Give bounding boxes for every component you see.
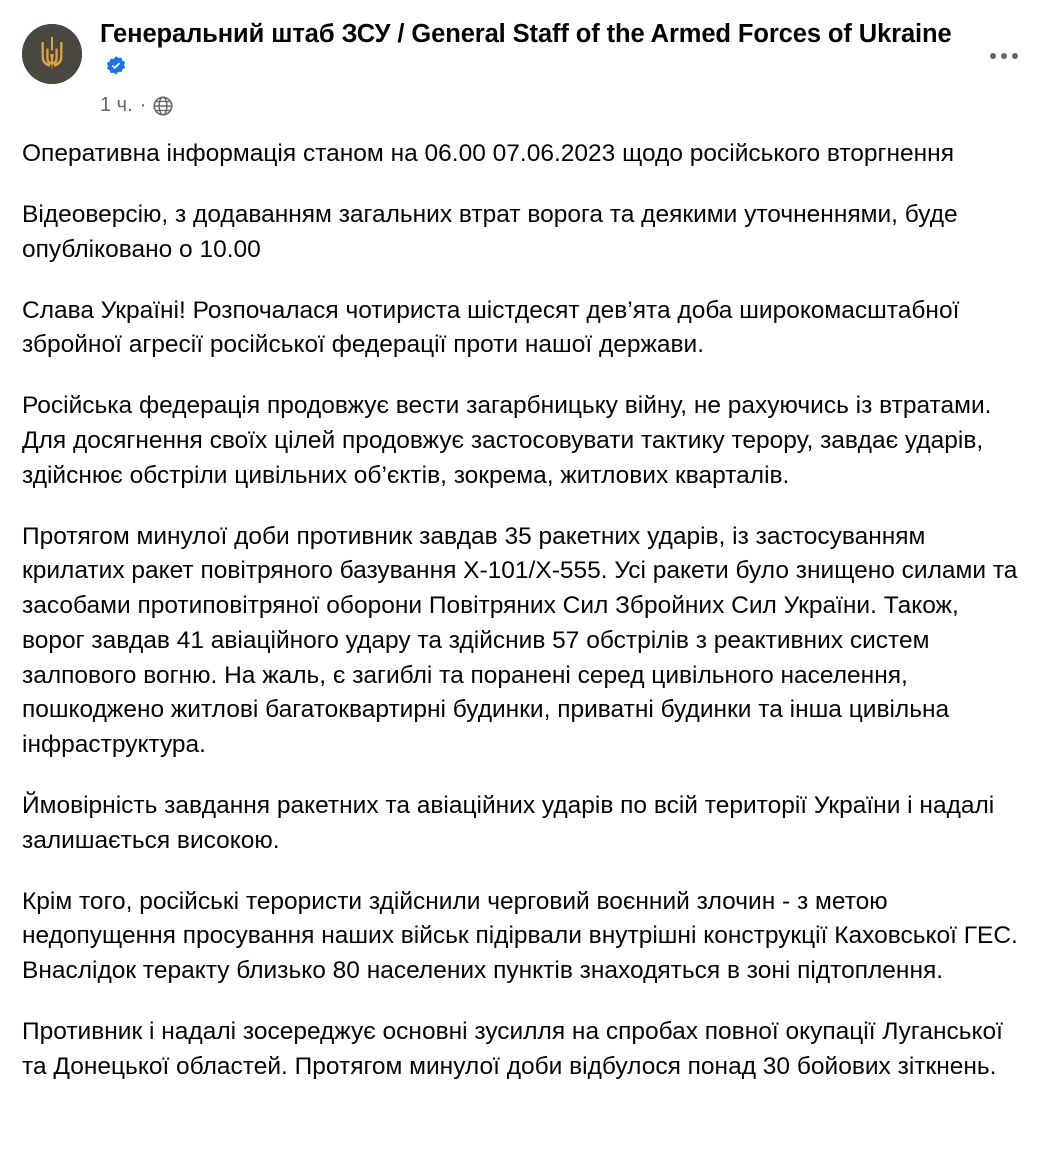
- post-paragraph: Слава Україні! Розпочалася чотириста шістдесят дев’ята доба широкомасштабної збройної агресії російської федерації проти нашої держави.: [22, 296, 967, 359]
- post-meta: [100, 95, 966, 115]
- post-text: [22, 137, 1026, 1084]
- post-paragraph: Противник і надалі зосереджує основні зусилля на спробах повної окупації Луганської та Донецької областей. Протягом минулої доби відбулося понад 30 бойових зіткнень.: [22, 1017, 1010, 1080]
- post-paragraph: Протягом минулої доби противник завдав 35 ракетних ударів, із застосуванням крилатих ракет повітряного базування Х-101/Х-555. Усі ракети було знищено силами та засобами протиповітряної оборони Повітряних Сил Збройних Сил України. Також, ворог завдав 41 авіаційного удару та здійснив 57 обстрілів з реактивних систем залпового вогню. На жаль, є загиблі та поранені серед цивільного населення, пошкоджено житлові багатоквартирні будинки, приватні будинки та інша цивільна інфраструктура.: [22, 522, 1025, 759]
- ellipsis-dot-3: [1012, 53, 1018, 59]
- ukraine-trident-emblem-icon: [22, 24, 82, 84]
- post-paragraph: Оперативна інформація станом на 06.00 07.06.2023 щодо російського вторгнення: [22, 140, 954, 168]
- avatar[interactable]: [22, 24, 82, 84]
- verified-badge-icon: [105, 53, 127, 85]
- post-options-button[interactable]: [982, 34, 1026, 78]
- post-paragraph: Російська федерація продовжує вести загарбницьку війну, не рахуючись із втратами. Для досягнення своїх цілей продовжує застосовувати тактику терору, завдає ударів, здійснює обстріли цивільних об’єктів, зокрема, житлових кварталів.: [22, 392, 999, 489]
- post-paragraph: Крім того, російські терористи здійснили черговий воєнний злочин - з метою недопущення просування наших військ підірвали внутрішні конструкції Каховської ГЕС. Внаслідок теракту близько 80 населених пунктів знаходяться в зоні підтоплення.: [22, 887, 1025, 985]
- post-header-text: [100, 18, 1026, 115]
- ellipsis-dot-2: [1001, 53, 1007, 59]
- post-header: [22, 18, 1026, 115]
- page-name[interactable]: Генеральний штаб ЗСУ / General Staff of the Armed Forces of Ukraine: [100, 20, 952, 48]
- globe-icon[interactable]: [153, 96, 173, 116]
- page-title[interactable]: [100, 18, 966, 85]
- post-paragraph: Ймовірність завдання ракетних та авіаційних ударів по всій території України і надалі залишається високою.: [22, 791, 1002, 854]
- post-paragraph: Відеоверсію, з додаванням загальних втрат ворога та деякими уточненнями, буде опубліковано о 10.00: [22, 201, 965, 263]
- ellipsis-dot-1: [990, 53, 996, 59]
- post-timestamp[interactable]: 1 ч.: [100, 94, 133, 117]
- meta-separator: ·: [139, 94, 147, 117]
